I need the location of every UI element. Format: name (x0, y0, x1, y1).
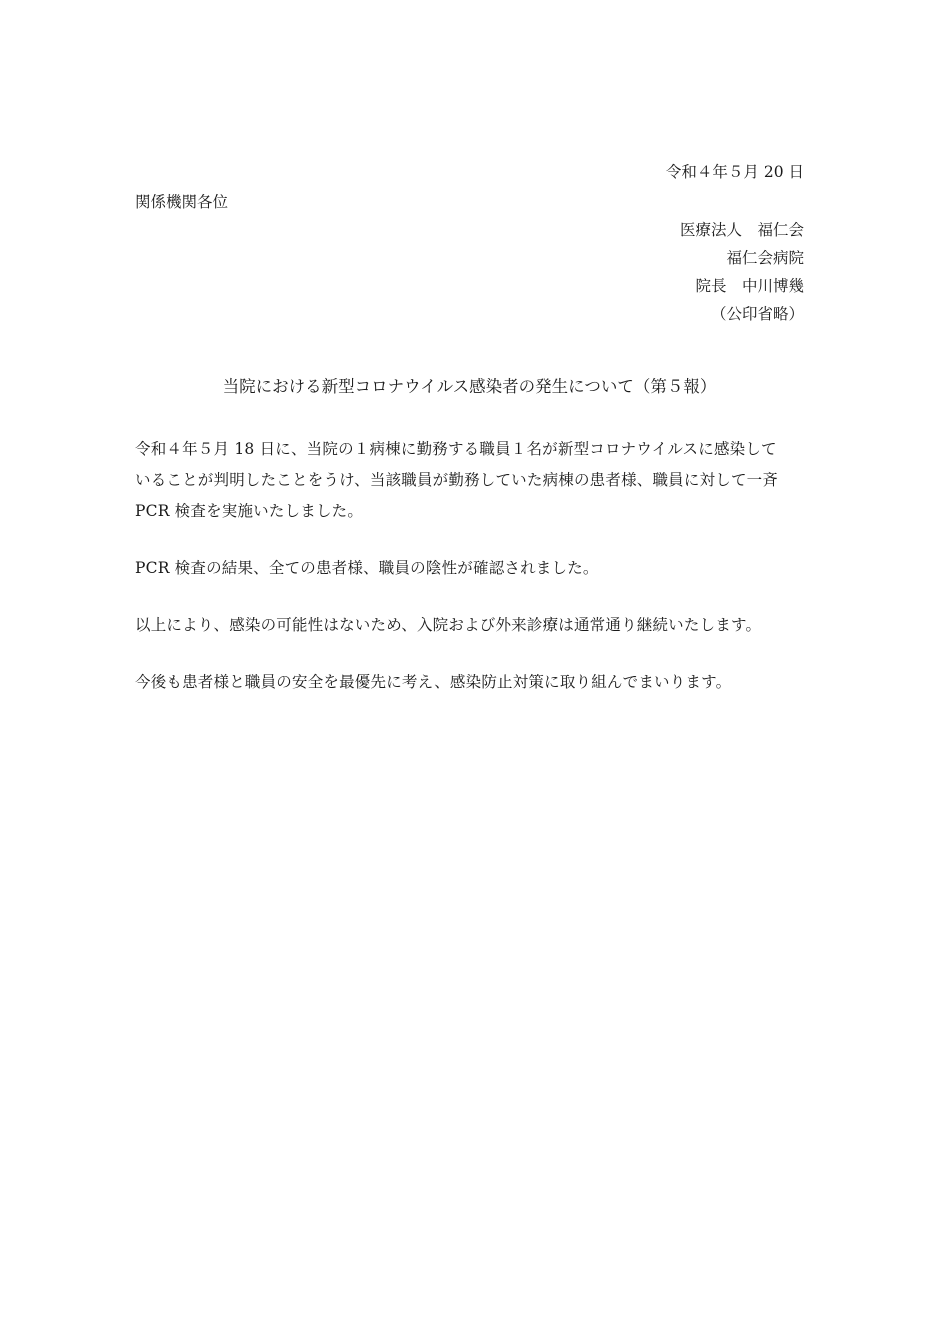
paragraph-3 (135, 610, 807, 641)
paragraph-4 (135, 667, 807, 698)
paragraph-line: PCR 検査の結果、全ての患者様、職員の陰性が確認されました。 (135, 559, 599, 577)
paragraph-line: 以上により、感染の可能性はないため、入院および外来診療は通常通り継続いたします。 (135, 616, 762, 634)
sender-director: 院長 中川博幾 (695, 277, 804, 295)
paragraph-line: 令和４年５月 18 日に、当院の１病棟に勤務する職員１名が新型コロナウイルスに感染して (135, 440, 777, 458)
addressee: 関係機関各位 (135, 193, 229, 211)
document-date: 令和４年５月 20 日 (665, 163, 804, 181)
paragraph-line: 今後も患者様と職員の安全を最優先に考え、感染防止対策に取り組んでまいります。 (135, 673, 732, 691)
paragraph-2 (135, 553, 807, 584)
seal-omitted-note: （公印省略） (710, 305, 804, 323)
paragraph-line: PCR 検査を実施いたしました。 (135, 502, 364, 520)
paragraph-1 (135, 434, 807, 527)
sender-corporation: 医療法人 福仁会 (679, 221, 804, 239)
sender-hospital: 福仁会病院 (726, 249, 804, 267)
paragraph-line: いることが判明したことをうけ、当該職員が勤務していた病棟の患者様、職員に対して一斉 (135, 471, 779, 489)
document-title: 当院における新型コロナウイルス感染者の発生について（第５報） (222, 377, 717, 396)
